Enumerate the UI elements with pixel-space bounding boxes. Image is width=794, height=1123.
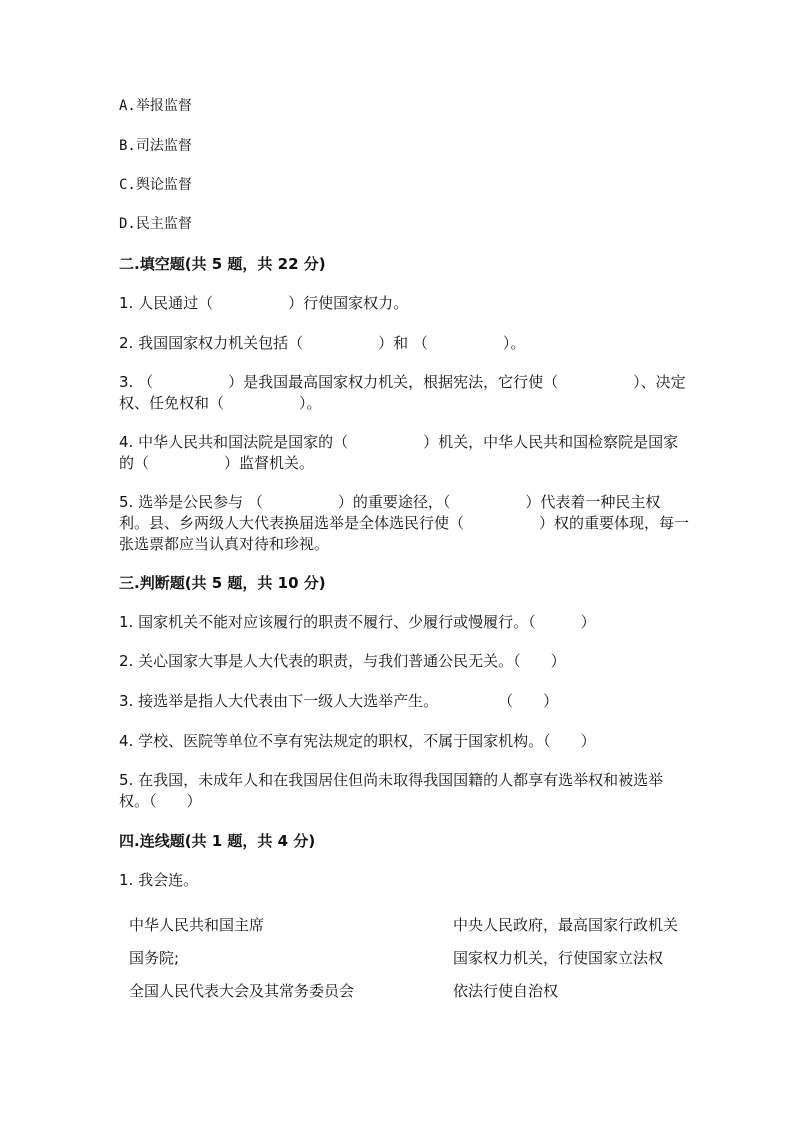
judge-question-4: 4. 学校、医院等单位不享有宪法规定的职权，不属于国家机构。（ ） bbox=[119, 732, 596, 750]
option-d: D.民主监督 bbox=[119, 216, 192, 232]
match-question-1: 1. 我会连。 bbox=[119, 871, 199, 889]
judge-question-2: 2. 关心国家大事是人大代表的职责，与我们普通公民无关。（ ） bbox=[119, 652, 566, 670]
match-right-item[interactable]: 依法行使自治权 bbox=[453, 982, 559, 1000]
fill-question-3: 3. （ ）是我国最高国家权力机关，根据宪法，它行使（ ）、决定权、任免权和（ ）。 bbox=[119, 373, 686, 412]
option-a: A.举报监督 bbox=[119, 98, 192, 114]
section-match-title: 四.连线题(共 1 题，共 4 分) bbox=[119, 832, 316, 850]
judge-question-5: 5. 在我国，未成年人和在我国居住但尚未取得我国国籍的人都享有选举权和被选举权。（ ） bbox=[119, 771, 664, 810]
judge-question-1: 1. 国家机关不能对应该履行的职责不履行、少履行或慢履行。（ ） bbox=[119, 613, 596, 631]
match-right-item[interactable]: 国家权力机关，行使国家立法权 bbox=[453, 949, 664, 967]
fill-question-1: 1. 人民通过（ ）行使国家权力。 bbox=[119, 294, 409, 312]
match-left-item[interactable]: 中华人民共和国主席 bbox=[129, 916, 265, 934]
match-left-item[interactable]: 全国人民代表大会及其常务委员会 bbox=[129, 982, 355, 1000]
fill-question-2: 2. 我国国家权力机关包括（ ）和 （ ）。 bbox=[119, 334, 526, 352]
judge-question-3: 3. 接选举是指人大代表由下一级人大选举产生。 （ ） bbox=[119, 692, 559, 710]
fill-question-4: 4. 中华人民共和国法院是国家的（ ）机关，中华人民共和国检察院是国家的（ ）监督机关。 bbox=[119, 433, 679, 472]
option-c: C.舆论监督 bbox=[119, 177, 192, 193]
match-left-item[interactable]: 国务院; bbox=[129, 949, 180, 967]
match-right-item[interactable]: 中央人民政府，最高国家行政机关 bbox=[453, 916, 679, 934]
option-b: B.司法监督 bbox=[119, 138, 192, 154]
section-judge-title: 三.判断题(共 5 题，共 10 分) bbox=[119, 574, 326, 592]
fill-question-5: 5. 选举是公民参与 （ ）的重要途径，（ ）代表着一种民主权利。县、乡两级人大代表换届选举是全体选民行使（ ）权的重要体现，每一张选票都应当认真对待和珍视。 bbox=[119, 493, 690, 553]
section-fill-blank-title: 二.填空题(共 5 题，共 22 分) bbox=[119, 255, 326, 273]
